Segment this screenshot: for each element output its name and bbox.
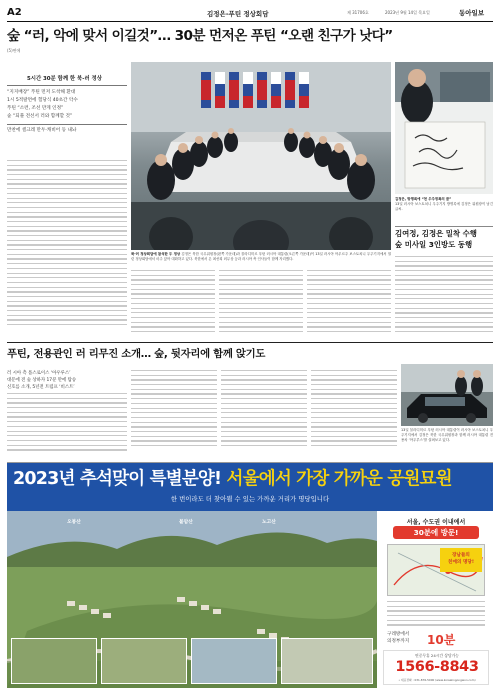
ad-inset-photo-3 (191, 638, 277, 684)
ad-side-box-line1: 장남들의 (452, 553, 470, 558)
ad-headline-part1: 2023년 추석맞이 특별분양! (13, 469, 222, 489)
ad-headline (13, 468, 487, 490)
limousine-caption: 13일 블라디미르 푸틴 러시아 대통령이 러시아 보스토치니 우주기지에서 김정은 북한 국무위원장과 함께 러시아 대통령 전용차 ‘아우루스’를 살펴보고 있다. (401, 428, 493, 442)
ad-side-details (387, 601, 485, 629)
summit-photo-caption (131, 252, 391, 268)
guestbook-illustration (395, 62, 493, 194)
ad-phone-box (383, 650, 489, 685)
ad-inset-photo-2 (101, 638, 187, 684)
issue-number: 제 31706호 (347, 10, 369, 15)
subhead-box (7, 75, 127, 135)
subhead-b: “지지배장” 푸틴 먼저 도착해 환대 (7, 89, 76, 95)
subhead-a: 5시간 30분 함께 한 북-러 정상 (27, 76, 102, 82)
side-headline-2: 숲 미사일 3인방도 동행 (395, 240, 473, 249)
guestbook-caption (395, 197, 493, 223)
second-text-col1 (7, 393, 127, 457)
guestbook-caption-text: 13일 러시아 보스토치니 우주기지 방명록에 김정은 위원장이 남긴 글씨. (395, 202, 493, 211)
second-text-col4 (311, 370, 397, 457)
ad-photo-label-3: 노고산 (262, 520, 276, 525)
ad-headline-band (7, 463, 493, 511)
side-headline: 김여정, 김정은 밀착 수행 (395, 229, 477, 238)
ad-aerial-photo (7, 511, 377, 688)
second-text-col3 (221, 370, 307, 457)
summit-photo-illustration (131, 62, 391, 250)
ad-side-distance-text2: 의정부까지 (387, 639, 410, 644)
ad-footer-text: • 대표전화 : 031-876-5000 (www.korealingongwon.com) (398, 678, 476, 682)
section-title: 김정은-푸틴 정상회담 (207, 10, 269, 18)
page-header (7, 5, 493, 21)
subhead-d: 푸틴 “소련, 조선 만게 인정” (7, 105, 64, 111)
ad-headline-part2: 서울에서 가장 가까운 공원묘원 (226, 469, 452, 489)
summit-photo-caption-text: 김정은 북한 국무위원장(왼쪽 가운데)과 블라디미르 푸틴 러시아 대통령(오른쪽 가운데)이 13일 러시아 아무르주 보스토치니 우주기지에서 열린 정상회담에서 마주 앉아 대화하고 있다. 북한에서 온 최선희 외무상 등과 러시아 측 인사들이 함께 자리했다. (131, 252, 391, 261)
limousine-photo (401, 364, 493, 426)
ad-side-distance (387, 631, 485, 648)
ad-phone-label: 연중무휴 24시간 상담가능 (415, 653, 459, 658)
issue-date: 2023년 9월 14일 목요일 (385, 10, 430, 15)
ad-side-panel (379, 511, 493, 688)
article-text-col4 (307, 270, 391, 338)
ad-inset-photo-1 (11, 638, 97, 684)
guestbook-caption-title: 김정은, 방명록에 “천 우주정복의 꿈” (395, 197, 452, 201)
second-subhead-a: 러 시아 측 틀스로이스 ‘아우루스’ (7, 371, 71, 376)
subhead-e: 숲 “되풀 전선서 러와 함께할 것” (7, 113, 73, 119)
ad-side-distance-text1: 구레방에서 (387, 632, 410, 637)
newspaper-logo: 동아일보 (459, 9, 485, 17)
subhead-c: 1시 5적랄면에 험당식 40초간 악수 (7, 97, 78, 103)
ad-phone-number: 1566-8843 (395, 659, 479, 675)
ad-photo-label-2: 불암산 (179, 520, 193, 525)
ad-inset-photo-4 (281, 638, 373, 684)
limousine-illustration (401, 364, 493, 426)
section-rule (7, 342, 493, 343)
second-subhead-b: 대문에 전 숲 상하자 17분 만에 탑승 (7, 378, 77, 383)
main-headline-ref: (5)면에 (7, 48, 21, 53)
second-text-col2 (131, 370, 217, 457)
second-subhead-c: 신호를 소개, 5년전 트럼프 ‘비스트’ (7, 385, 75, 390)
summit-photo-caption-title: 북-러 정상회담에 참석한 두 정상 (131, 252, 181, 256)
ad-subtitle: 한 번이라도 더 찾아뵐 수 있는 가까운 거리가 명당입니다 (170, 495, 330, 503)
cemetery-ad (7, 462, 493, 687)
article-text-col3 (219, 270, 303, 338)
header-rule (7, 21, 493, 22)
summit-photo (131, 62, 391, 250)
article-text-col1 (7, 160, 127, 338)
second-headline: 푸틴, 전용관인 러 리무진 소개… 숲, 뒷자리에 함께 앉기도 (7, 348, 266, 360)
ad-side-map (387, 544, 485, 596)
page-number: A2 (7, 7, 22, 18)
article-text-col2 (131, 270, 215, 338)
ad-photo-label-1: 오봉산 (67, 520, 81, 525)
second-subheads (7, 370, 127, 391)
ad-side-headline-2: 30분에 방문! (393, 526, 479, 539)
ad-side-box-line2: 친애의 명당! (448, 560, 474, 565)
ad-side-box (440, 548, 482, 572)
ad-side-headline-1: 서울, 수도권 이내에서 (406, 519, 466, 526)
side-article-text (395, 256, 493, 338)
guestbook-photo (395, 62, 493, 194)
ad-side-distance-highlight: 10분 (427, 633, 456, 647)
main-headline: 숲 “러, 악에 맞서 이길것”… 30분 먼저온 푸틴 “오랜 친구가 낫다” (7, 28, 393, 44)
subhead-f: 만찬에 셀크레 만두·캐비어 등 내놔 (7, 128, 77, 134)
